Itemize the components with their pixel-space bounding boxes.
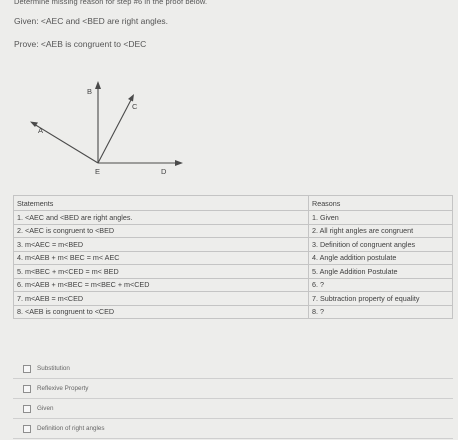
label-c: C <box>132 102 138 111</box>
choice-label: Definition of right angles <box>37 425 105 432</box>
choice-label: Given <box>37 405 54 412</box>
arrowhead-d <box>175 160 183 166</box>
reason-cell: 4. Angle addition postulate <box>309 251 453 265</box>
given-statement: Given: <AEC and <BED are right angles. <box>14 16 169 26</box>
proof-table <box>13 195 453 319</box>
answer-choices <box>13 359 453 439</box>
statements-header: Statements <box>14 196 309 211</box>
label-b: B <box>87 87 93 96</box>
reason-cell: 8. ? <box>309 305 453 319</box>
label-d: D <box>161 167 167 176</box>
choice-label: Substitution <box>37 365 70 372</box>
checkbox[interactable] <box>23 405 31 413</box>
ray-ea <box>34 124 98 163</box>
instruction-text: Determine missing reason for step #6 in the proof below. <box>14 0 208 6</box>
statement-cell: 5. m<BEC + m<CED = m< BED <box>14 265 309 279</box>
angle-diagram <box>20 78 210 180</box>
choice-reflexive-property[interactable] <box>13 379 453 399</box>
choice-definition-of-right-angles[interactable] <box>13 419 453 439</box>
choice-given[interactable] <box>13 399 453 419</box>
reason-cell: 1. Given <box>309 211 453 225</box>
statement-cell: 3. m<AEC = m<BED <box>14 238 309 252</box>
table-row <box>14 265 453 279</box>
table-row <box>14 251 453 265</box>
label-e: E <box>95 167 101 176</box>
checkbox[interactable] <box>23 425 31 433</box>
statement-cell: 8. <AEB is congruent to <CED <box>14 305 309 319</box>
table-row <box>14 211 453 225</box>
arrowhead-b <box>95 81 101 89</box>
table-row <box>14 305 453 319</box>
table-row <box>14 292 453 306</box>
reason-cell: 7. Subtraction property of equality <box>309 292 453 306</box>
choice-substitution[interactable] <box>13 359 453 379</box>
reason-cell: 3. Definition of congruent angles <box>309 238 453 252</box>
statement-cell: 7. m<AEB = m<CED <box>14 292 309 306</box>
table-row <box>14 224 453 238</box>
reason-cell: 2. All right angles are congruent <box>309 224 453 238</box>
table-row <box>14 278 453 292</box>
checkbox[interactable] <box>23 385 31 393</box>
statement-cell: 4. m<AEB + m< BEC = m< AEC <box>14 251 309 265</box>
reason-cell: 6. ? <box>309 278 453 292</box>
checkbox[interactable] <box>23 365 31 373</box>
proof-header-row <box>14 196 453 211</box>
prove-statement: Prove: <AEB is congruent to <DEC <box>14 39 147 49</box>
arrowhead-c <box>128 94 134 102</box>
statement-cell: 6. m<AEB + m<BEC = m<BEC + m<CED <box>14 278 309 292</box>
statement-cell: 2. <AEC is congruent to <BED <box>14 224 309 238</box>
reasons-header: Reasons <box>309 196 453 211</box>
ray-ec <box>98 98 132 163</box>
reason-cell: 5. Angle Addition Postulate <box>309 265 453 279</box>
statement-cell: 1. <AEC and <BED are right angles. <box>14 211 309 225</box>
label-a: A <box>38 126 44 135</box>
choice-label: Reflexive Property <box>37 385 89 392</box>
table-row <box>14 238 453 252</box>
